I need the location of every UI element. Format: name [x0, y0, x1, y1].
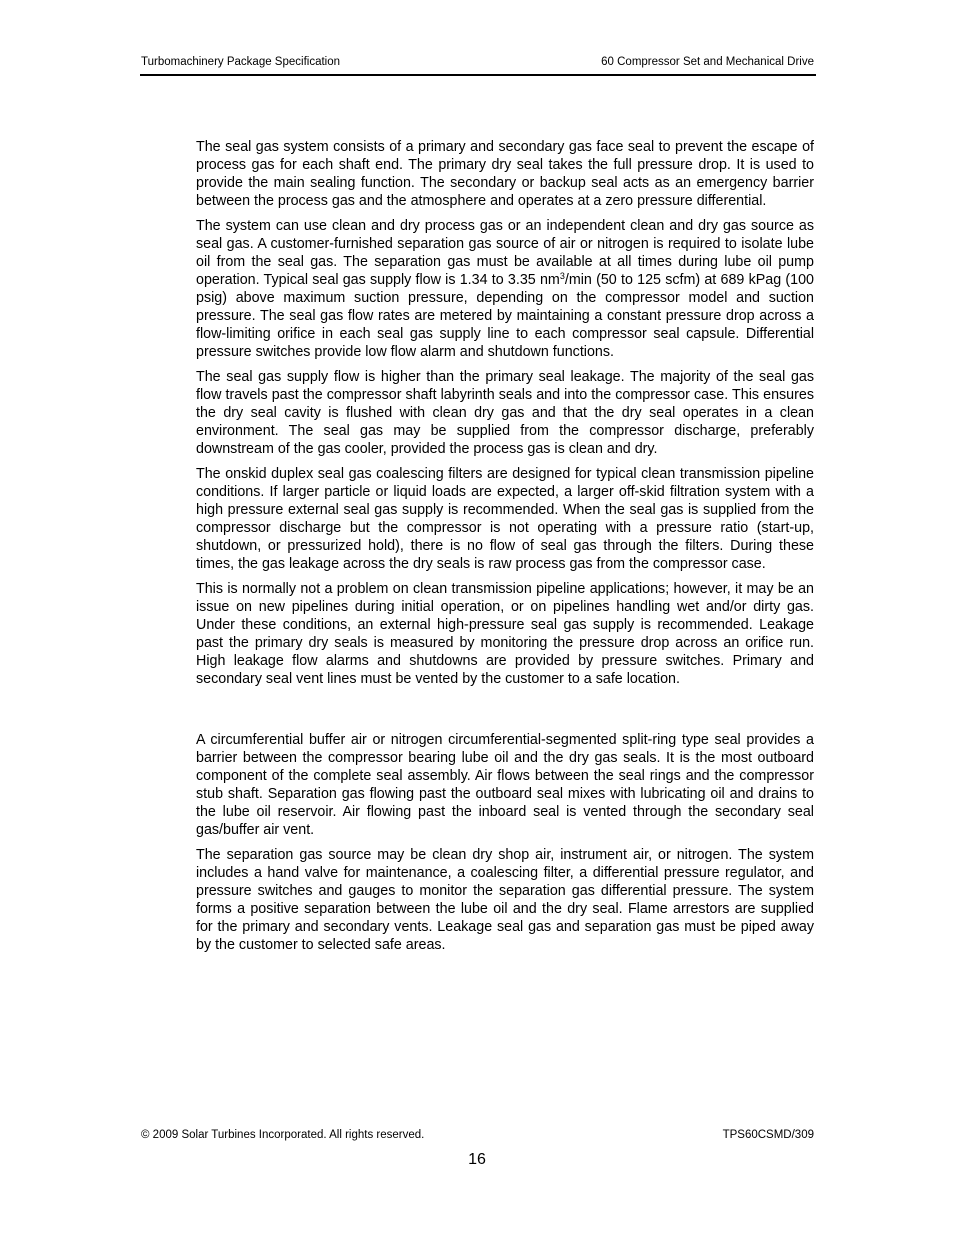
paragraph-seal-gas-source-part2: /min (50 to 125 scfm) at 689 kPag (100 psig) above maximum suction pressure, depending on the compressor model and suction pressure. The seal gas flow rates are metered by maintaining a constant pressure drop across a flow-limiting orifice in each seal gas supply line to each compressor seal capsule. Differential pressure switches provide low flow alarm and shutdown functions. [196, 272, 814, 360]
footer-copyright: © 2009 Solar Turbines Incorporated. All rights reserved. [141, 1129, 425, 1141]
paragraph-seal-gas-source [196, 217, 814, 361]
header-document-title: Turbomachinery Package Specification [141, 56, 341, 68]
paragraph-seal-gas-system: The seal gas system consists of a primary and secondary gas face seal to prevent the escape of process gas for each shaft end. The primary dry seal takes the full pressure drop. It is used to provide the main sealing function. The secondary or backup seal acts as an emergency barrier between the process gas and the atmosphere and operates at a zero pressure differential. [196, 139, 814, 209]
paragraph-seal-gas-flow: The seal gas supply flow is higher than the primary seal leakage. The majority of the seal gas flow travels past the compressor shaft labyrinth seals and into the compressor case. This ensures the dry seal cavity is flushed with clean dry gas and that the dry seal operates in a clean environment. The seal gas may be supplied from the compressor discharge, preferably downstream of the gas cooler, provided the process gas is clean and dry. [196, 369, 814, 457]
superscript-cubed: 3 [559, 271, 565, 281]
paragraph-buffer-seal: A circumferential buffer air or nitrogen circumferential-segmented split-ring type seal provides a barrier between the compressor bearing lube oil and the dry gas seals. It is the most outboard component of the complete seal assembly. Air flows between the seal rings and the compressor stub shaft. Separation gas flowing past the outboard seal mixes with lubricating oil and drains to the lube oil reservoir. Air flowing past the inboard seal is vented through the secondary seal gas/buffer air vent. [196, 732, 814, 838]
page-header [140, 56, 816, 76]
paragraph-coalescing-filters: The onskid duplex seal gas coalescing filters are designed for typical clean transmission pipeline conditions. If larger particle or liquid loads are expected, a larger off-skid filtration system with a high pressure external seal gas supply is recommended. When the seal gas is supplied from the compressor discharge but the compressor is not operating with a pressure ratio (start-up, shutdown, or pressurized hold), there is no flow of seal gas through the filters. During these times, the gas leakage across the dry seals is raw process gas from the compressor case. [196, 466, 814, 572]
paragraph-seal-gas-source-part1: The system can use clean and dry process gas or an independent clean and dry gas source as seal gas. A customer-furnished separation gas source of air or nitrogen is required to isolate lube oil from the seal gas. The separation gas must be available at all times during lube oil pump operation. Typical seal gas supply flow is 1.34 to 3.35 nm [196, 218, 814, 288]
header-section-title: 60 Compressor Set and Mechanical Drive [601, 56, 814, 68]
footer-document-code: TPS60CSMD/309 [722, 1129, 814, 1141]
page-body [196, 138, 814, 961]
paragraph-pipeline-applications: This is normally not a problem on clean transmission pipeline applications; however, it may be an issue on new pipelines during initial operation, or on pipelines handling wet and/or dirty gas. Under these conditions, an external high-pressure seal gas supply is recommended. Leakage past the primary dry seals is measured by monitoring the pressure drop across an orifice run. High leakage flow alarms and shutdowns are provided by pressure switches. Primary and secondary seal vent lines must be vented by the customer to a safe location. [196, 581, 814, 687]
page-number: 16 [468, 1151, 486, 1168]
paragraph-separation-gas-source: The separation gas source may be clean dry shop air, instrument air, or nitrogen. The system includes a hand valve for maintenance, a coalescing filter, a differential pressure regulator, and pressure switches and gauges to monitor the separation gas differential pressure. The system forms a positive separation between the lube oil and the dry seal. Flame arrestors are supplied for the primary and secondary vents. Leakage seal gas and separation gas must be piped away by the customer to selected safe areas. [196, 847, 814, 953]
